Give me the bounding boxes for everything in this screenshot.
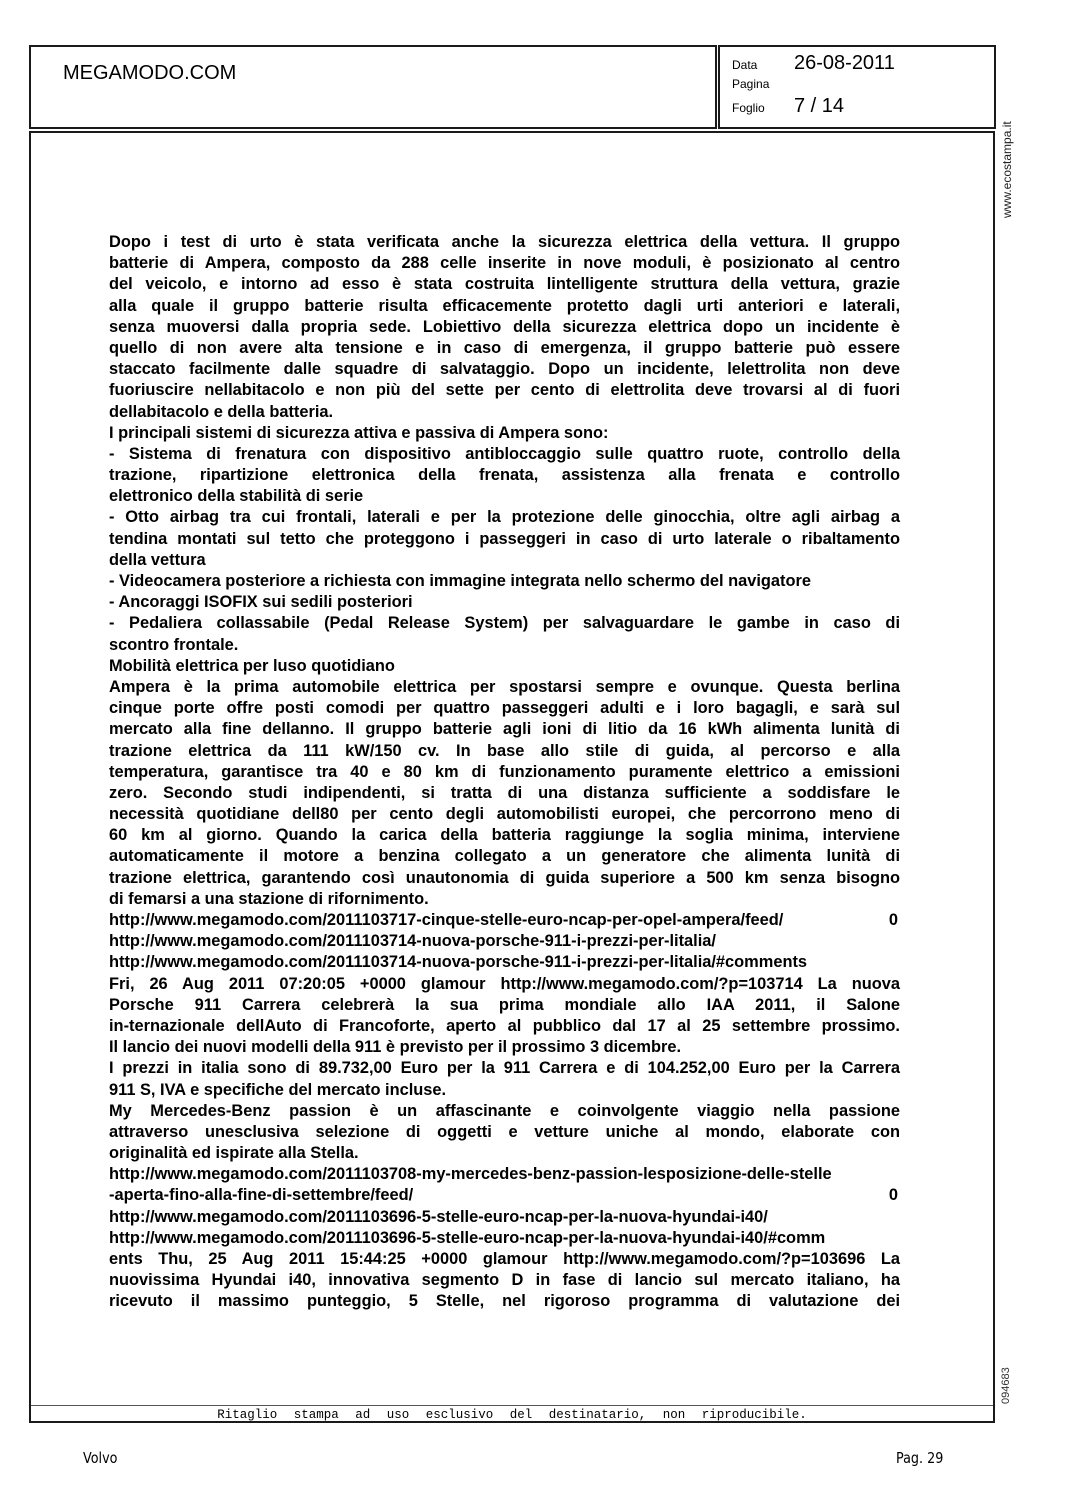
article-line: - Sistema di frenatura con dispositivo antibloccaggio sulle quattro ruote, controllo della xyxy=(109,444,900,463)
data-label: Data xyxy=(732,58,758,72)
frame-divider xyxy=(31,1405,993,1406)
footer-page-number: Pag. 29 xyxy=(896,1449,944,1467)
article-line: necessità quotidiane dell80 per cento degli automobilisti europei, che percorrono meno di xyxy=(109,805,900,824)
article-line: nuovissima Hyundai i40, innovativa segmento D in fase di lancio sul mercato italiano, ha xyxy=(109,1271,900,1290)
article-line: ents Thu, 25 Aug 2011 15:44:25 +0000 glamour http://www.megamodo.com/?p=103696 La xyxy=(109,1250,900,1268)
article-body xyxy=(109,232,900,1313)
article-line: batterie di Ampera, composto da 288 celle inserite in nove moduli, è posizionato al centro xyxy=(109,254,900,273)
article-line: 911 S, IVA e specifiche del mercato incluse. xyxy=(109,1080,447,1099)
side-watermark-url: www.ecostampa.it xyxy=(1000,121,1014,218)
article-line: automaticamente il motore a benzina collegato a un generatore che alimenta lunità di xyxy=(109,847,900,866)
article-line: temperatura, garantisce tra 40 e 80 km di funzionamento puramente elettrico a emissioni xyxy=(109,762,900,781)
article-line-text: http://www.megamodo.com/2011103717-cinque-stelle-euro-ncap-per-opel-ampera/feed/ xyxy=(109,911,784,929)
article-line: alla quale il gruppo batterie risulta efficacemente protetto dagli urti anteriori e laterali, xyxy=(109,296,900,315)
article-line: dellabitacolo e della batteria. xyxy=(109,402,334,421)
article-line: I principali sistemi di sicurezza attiva e passiva di Ampera sono: xyxy=(109,423,609,442)
article-line: staccato facilmente dalle squadre di salvataggio. Dopo un incidente, lelettrolita non deve xyxy=(109,360,900,379)
article-line: fuoriuscire nellabitacolo e non più del sette per cento di elettrolita deve trovarsi al di fuori xyxy=(109,381,900,400)
article-line: Porsche 911 Carrera celebrerà la sua prima mondiale allo IAA 2011, il Salone xyxy=(109,995,900,1014)
article-line: zero. Secondo studi indipendenti, si tratta di una distanza sufficiente a soddisfare le xyxy=(109,783,900,802)
comment-count: 0 xyxy=(888,911,898,929)
meta-foglio-row xyxy=(732,95,844,118)
comment-count: 0 xyxy=(888,1186,898,1205)
article-line: trazione elettrica da 111 kW/150 cv. In base allo stile di guida, al percorso e alla xyxy=(109,741,900,760)
article-line: - Otto airbag tra cui frontali, laterali e per la protezione delle ginocchia, oltre agli airbag a xyxy=(109,508,900,527)
article-line: trazione elettrica, garantendo così unautonomia di guida superiore a 500 km senza bisogno xyxy=(109,868,900,887)
foglio-label: Foglio xyxy=(732,101,765,115)
article-line: elettronico della stabilità di serie xyxy=(109,487,364,506)
article-line: 60 km al giorno. Quando la carica della batteria raggiunge la soglia minima, interviene xyxy=(109,826,900,845)
article-line: attraverso unesclusiva selezione di oggetti e vetture uniche al mondo, elaborate con xyxy=(109,1122,900,1141)
article-line: quello di non avere alta tensione e in caso di emergenza, il gruppo batterie può essere xyxy=(109,338,900,357)
article-line: della vettura xyxy=(109,550,206,569)
article-line: - Ancoraggi ISOFIX sui sedili posteriori xyxy=(109,593,413,612)
article-line xyxy=(109,910,900,931)
data-value: 26-08-2011 xyxy=(794,52,895,74)
side-document-code: 094683 xyxy=(1000,1367,1012,1404)
meta-data-row xyxy=(732,52,895,75)
article-line: http://www.megamodo.com/2011103696-5-stelle-euro-ncap-per-la-nuova-hyundai-i40/#comm xyxy=(109,1228,826,1247)
article-line-text: -aperta-fino-alla-fine-di-settembre/feed/ xyxy=(109,1186,414,1205)
article-line: http://www.megamodo.com/2011103708-my-mercedes-benz-passion-lesposizione-delle-stelle xyxy=(109,1165,832,1184)
article-line: cinque porte offre posti comodi per quattro passeggeri adulti e i loro bagagli, e sarà sul xyxy=(109,699,900,718)
article-line: http://www.megamodo.com/2011103714-nuova-porsche-911-i-prezzi-per-litalia/ xyxy=(109,932,716,951)
article-line: My Mercedes-Benz passion è un affascinante e coinvolgente viaggio nella passione xyxy=(109,1101,900,1120)
article-line: di femarsi a una stazione di rifornimento. xyxy=(109,889,429,908)
foglio-value: 7 / 14 xyxy=(794,95,845,117)
meta-pagina-row xyxy=(732,77,794,91)
article-line: - Pedaliera collassabile (Pedal Release System) per salvaguardare le gambe in caso di xyxy=(109,614,900,633)
article-line: tendina montati sul tetto che proteggono i passeggeri in caso di urto laterale o ribaltamento xyxy=(109,529,900,548)
article-line: Fri, 26 Aug 2011 07:20:05 +0000 glamour http://www.megamodo.com/?p=103714 La nuova xyxy=(109,974,900,993)
article-line: in-ternazionale dellAuto di Francoforte, aperto al pubblico dal 17 al 25 settembre prossimo. xyxy=(109,1016,900,1035)
article-line: del veicolo, e intorno ad esso è stata costruita lintelligente struttura della vettura, grazie xyxy=(109,275,900,294)
article-line xyxy=(109,1185,900,1206)
reproduction-notice: Ritaglio stampa ad uso esclusivo del destinatario, non riproducibile. xyxy=(217,1408,807,1422)
header-source-box xyxy=(29,45,717,129)
article-line: Il lancio dei nuovi modelli della 911 è previsto per il prossimo 3 dicembre. xyxy=(109,1038,682,1057)
article-line: mercato alla fine dellanno. Il gruppo batterie agli ioni di litio da 16 kWh alimenta lunità di xyxy=(109,720,900,739)
article-line: senza muoversi dalla propria sede. Lobiettivo della sicurezza elettrica dopo un incidente è xyxy=(109,317,900,336)
article-line: I prezzi in italia sono di 89.732,00 Euro per la 911 Carrera e di 104.252,00 Euro per la Carrera xyxy=(109,1059,900,1078)
source-name: MEGAMODO.COM xyxy=(63,62,237,84)
header-meta-box xyxy=(718,45,996,129)
article-line: - Videocamera posteriore a richiesta con immagine integrata nello schermo del navigatore xyxy=(109,572,811,590)
article-line: scontro frontale. xyxy=(109,635,239,654)
pagina-label: Pagina xyxy=(732,77,770,91)
article-line: Mobilità elettrica per luso quotidiano xyxy=(109,656,395,675)
article-line: originalità ed ispirate alla Stella. xyxy=(109,1144,359,1163)
article-line: trazione, ripartizione elettronica della frenata, assistenza alla frenata e controllo xyxy=(109,466,900,485)
article-line: Ampera è la prima automobile elettrica per spostarsi sempre e ovunque. Questa berlina xyxy=(109,677,900,696)
article-line: http://www.megamodo.com/2011103696-5-stelle-euro-ncap-per-la-nuova-hyundai-i40/ xyxy=(109,1207,768,1226)
article-line: http://www.megamodo.com/2011103714-nuova-porsche-911-i-prezzi-per-litalia/#comments xyxy=(109,953,808,972)
article-line: ricevuto il massimo punteggio, 5 Stelle, nel rigoroso programma di valutazione dei xyxy=(109,1292,900,1311)
article-line: Dopo i test di urto è stata verificata anche la sicurezza elettrica della vettura. Il gruppo xyxy=(109,233,900,251)
footer-client: Volvo xyxy=(83,1449,118,1467)
